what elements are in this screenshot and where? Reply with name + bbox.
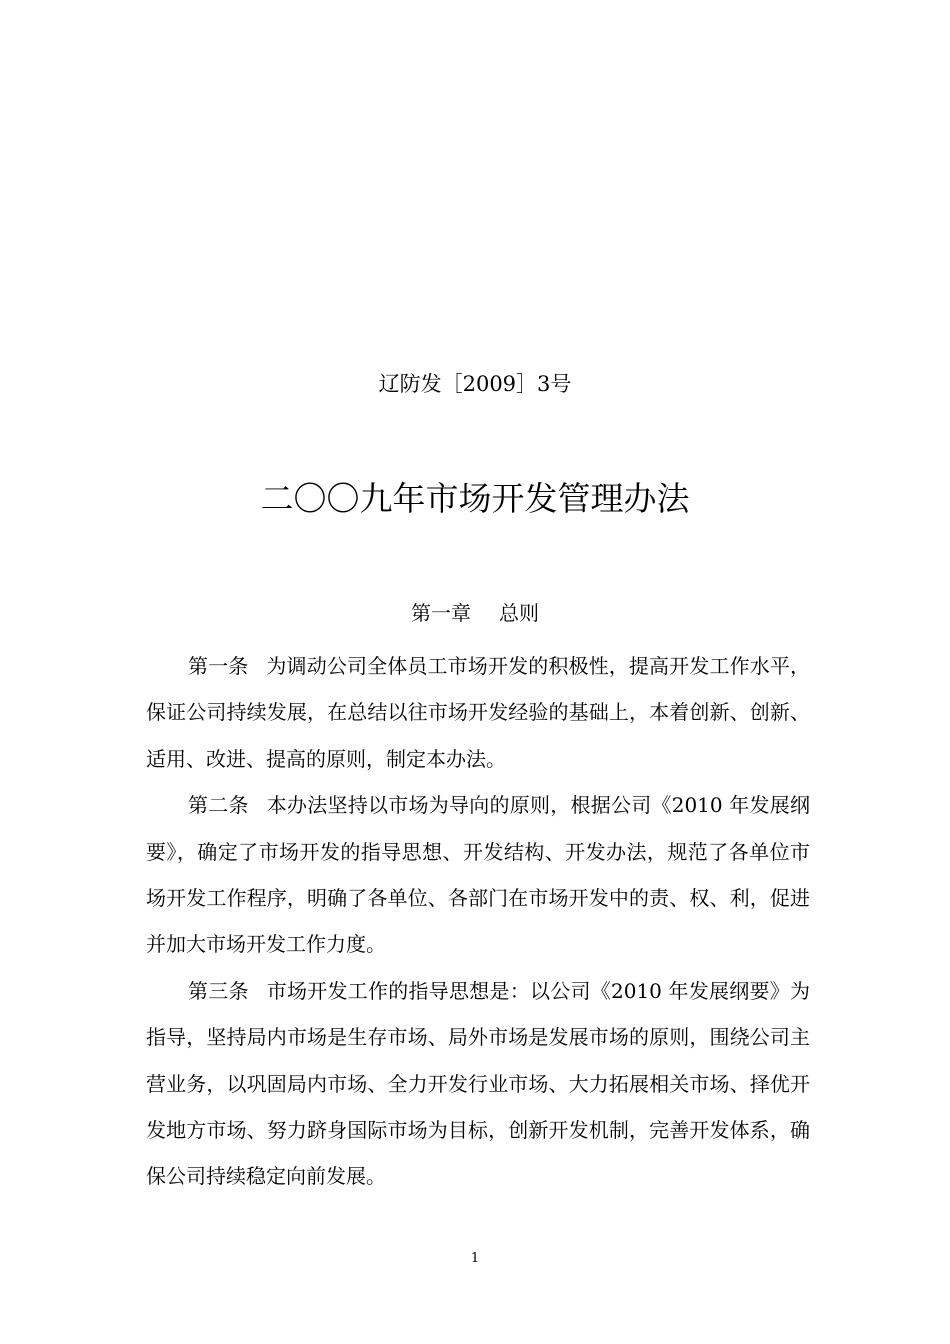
chapter-heading <box>0 597 950 629</box>
article-2-text: 本办法坚持以市场为导向的原则，根据公司《2010 年发展纲要》，确定了市场开发的指导思想、开发结构、开发办法，规范了各单位市场开发工作程序，明确了各单位、各部门在市场开发中的责、权、利，促进并加大市场开发工作力度。 <box>146 793 810 957</box>
article-2 <box>146 782 810 968</box>
page-number: 1 <box>470 1251 480 1266</box>
article-3 <box>146 968 810 1200</box>
document-number: 辽防发［2009］3号 <box>378 372 572 396</box>
article-2-number: 第二条 <box>188 793 249 818</box>
chapter-name: 总则 <box>499 601 539 625</box>
chapter-number: 第一章 <box>411 601 471 625</box>
article-3-text: 市场开发工作的指导思想是：以公司《2010 年发展纲要》为指导，坚持局内市场是生存市场、局外市场是发展市场的原则，围绕公司主营业务，以巩固局内市场、全力开发行业市场、大力拓展相关市场、择优开发地方市场、努力跻身国际市场为目标，创新开发机制，完善开发体系，确保公司持续稳定向前发展。 <box>146 978 810 1189</box>
article-1-number: 第一条 <box>188 654 249 678</box>
document-title: 二〇〇九年市场开发管理办法 <box>260 479 690 518</box>
article-1 <box>146 643 810 782</box>
article-1-text: 为调动公司全体员工市场开发的积极性，提高开发工作水平，保证公司持续发展，在总结以往市场开发经验的基础上，本着创新、创新、适用、改进、提高的原则，制定本办法。 <box>146 654 811 771</box>
article-3-number: 第三条 <box>188 978 249 1003</box>
article-list <box>146 643 810 1200</box>
